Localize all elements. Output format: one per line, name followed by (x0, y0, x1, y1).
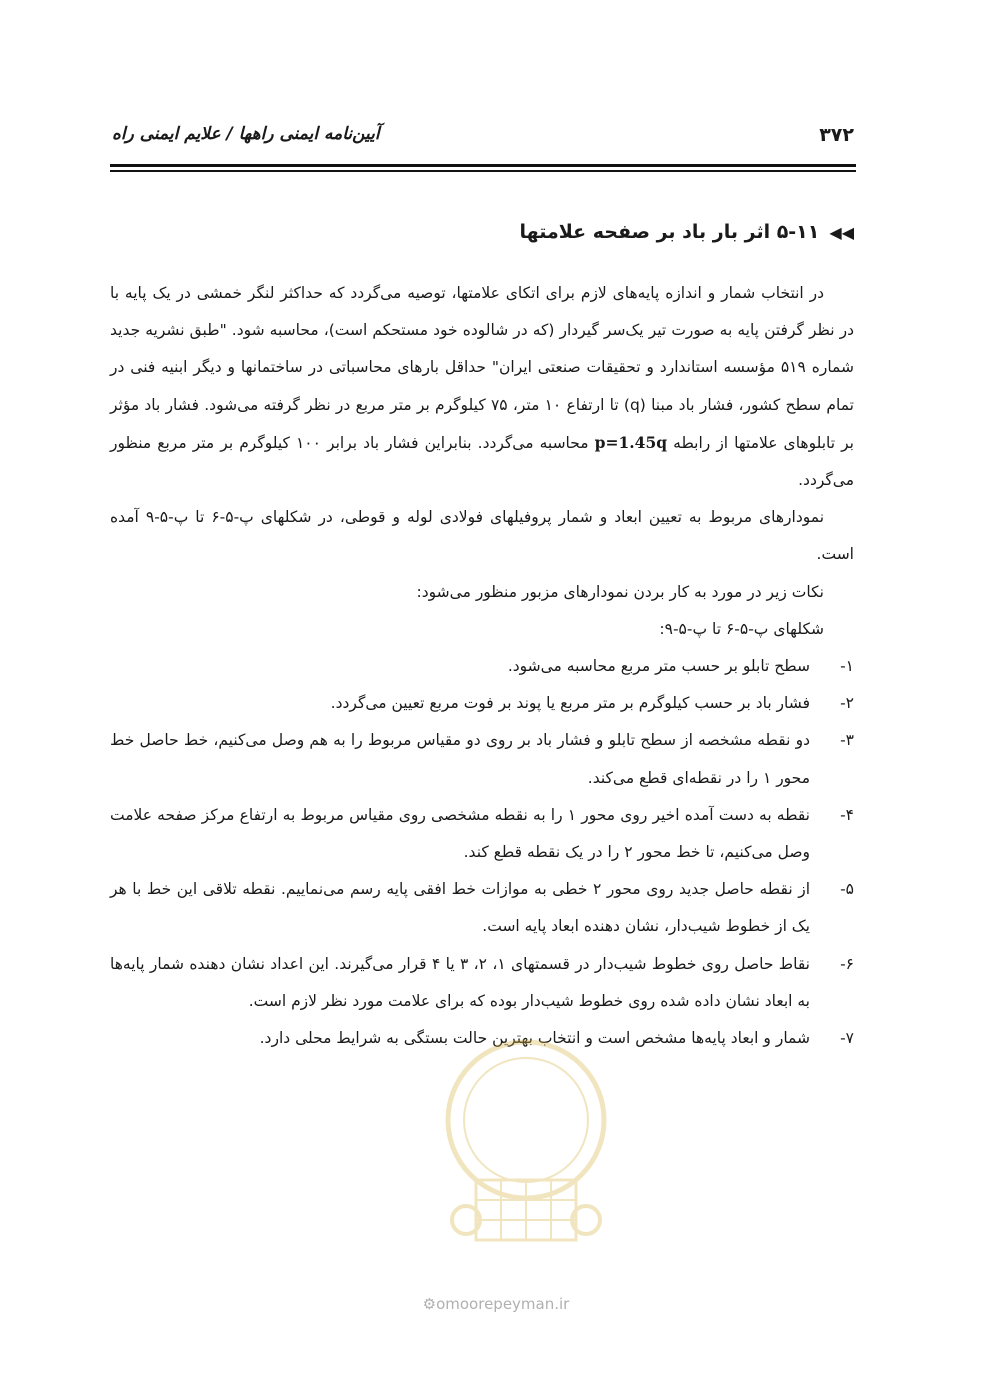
list-item-text: دو نقطه مشخصه از سطح تابلو و فشار باد بر روی دو مقیاس مربوط را به هم وصل می‌کنیم، خط حاصل خط محور ۱ را در نقطه‌ای قطع می‌کند. (110, 731, 810, 787)
double-arrow-icon: ◀◀ (829, 223, 854, 242)
page-header (112, 124, 854, 150)
list-item-number: ۳- (840, 731, 854, 750)
formula: p=1.45q (594, 432, 668, 452)
list-item-number: ۶- (840, 954, 854, 973)
running-title: آیین‌نامه ایمنی راهها / علایم ایمنی راه (112, 124, 380, 144)
list-item-number: ۲- (840, 694, 854, 713)
body-text (110, 275, 854, 1057)
section-title-text: ۵-۱۱ اثر بار باد بر صفحه علامتها (519, 221, 820, 243)
list-item-number: ۷- (840, 1029, 854, 1048)
list-item (110, 946, 854, 1020)
page-number: ۳۷۲ (819, 124, 854, 146)
list-item-number: ۴- (840, 805, 854, 824)
list-item-text: شمار و ابعاد پایه‌ها مشخص است و انتخاب بهترین حالت بستگی به شرایط محلی دارد. (259, 1029, 810, 1048)
gear-icon (572, 1206, 600, 1234)
list-item (110, 685, 854, 722)
list-item-number: ۱- (840, 657, 854, 676)
paragraph-2: نمودارهای مربوط به تعیین ابعاد و شمار پروفیلهای فولادی لوله و قوطی، در شکلهای پ-۵-۶ تا پ-۵-۹ آمده است. (110, 508, 854, 564)
paragraph-4: شکلهای پ-۵-۶ تا پ-۵-۹: (659, 619, 824, 638)
list-item (110, 722, 854, 796)
gear-icon (452, 1206, 480, 1234)
watermark-site: ⚙omoorepeyman.ir (422, 1295, 570, 1313)
paragraph-1-end: محاسبه می‌گردد. بنابراین فشار باد برابر ۱۰۰ کیلوگرم بر متر مربع منظور می‌گردد. (110, 433, 854, 490)
list-item (110, 797, 854, 871)
steps-list (110, 648, 854, 1057)
list-item-text: سطح تابلو بر حسب متر مربع محاسبه می‌شود. (507, 657, 810, 676)
watermark-inner-ring (464, 1058, 588, 1182)
paragraph-3: نکات زیر در مورد به کار بردن نمودارهای مزبور منظور می‌شود: (416, 582, 824, 601)
list-item-text: نقاط حاصل روی خطوط شیب‌دار در قسمتهای ۱، ۲، ۳ یا ۴ قرار می‌گیرند. این اعداد نشان دهنده شمار پایه‌ها به ابعاد نشان داده شده روی خطوط شیب‌دار بوده که برای علامت مورد نظر لازم است. (110, 954, 810, 1010)
paragraph-1: در انتخاب شمار و اندازه پایه‌های لازم برای اتکای علامتها، توصیه می‌گردد که حداکثر لنگر خمشی در یک پایه با در نظر گرفتن پایه به صورت تیر یک‌سر گیردار (که در شالوده خود مستحکم است)، محاسبه شود. "طبق نشریه جدید شماره ۵۱۹ مؤسسه استاندارد و تحقیقات صنعتی ایران" حداقل بارهای محاسباتی در ساختمانها و دیگر ابنیه فنی در تمام سطح کشور، فشار باد مبنا (q) تا ارتفاع ۱۰ متر، ۷۵ کیلوگرم بر متر مربع در نظر گرفته می‌شود. فشار باد مؤثر بر تابلوهای علامتها از رابطه p=1.45q محاسبه می‌گردد. بنابراین فشار باد برابر ۱۰۰ کیلوگرم بر متر مربع منظور می‌گردد. (110, 284, 854, 490)
header-rule-thick (110, 164, 856, 167)
list-item-number: ۵- (840, 880, 854, 899)
list-item-text: نقطه به دست آمده اخیر روی محور ۱ را به نقطه مشخصی روی مقیاس مربوط به ارتفاع مرکز صفحه علامت وصل می‌کنیم، تا خط محور ۲ را در یک نقطه قطع کند. (110, 805, 810, 862)
list-item (110, 871, 854, 945)
watermark-logo (436, 1030, 616, 1270)
header-rule-thin (110, 170, 856, 172)
watermark-site-text: omoorepeyman.ir (436, 1295, 570, 1313)
list-item (110, 648, 854, 685)
watermark-ring (448, 1042, 604, 1198)
watermark-grid (476, 1180, 576, 1240)
list-item (110, 1020, 854, 1057)
list-item-text: فشار باد بر حسب کیلوگرم بر متر مربع یا پوند بر فوت مربع تعیین می‌گردد. (330, 694, 810, 713)
section-heading (254, 221, 854, 243)
list-item-text: از نقطه حاصل جدید روی محور ۲ خطی به موازات خط افقی پایه رسم می‌نماییم. نقطه تلاقی این خط با هر یک از خطوط شیب‌دار، نشان دهنده ابعاد پایه است. (110, 880, 810, 936)
